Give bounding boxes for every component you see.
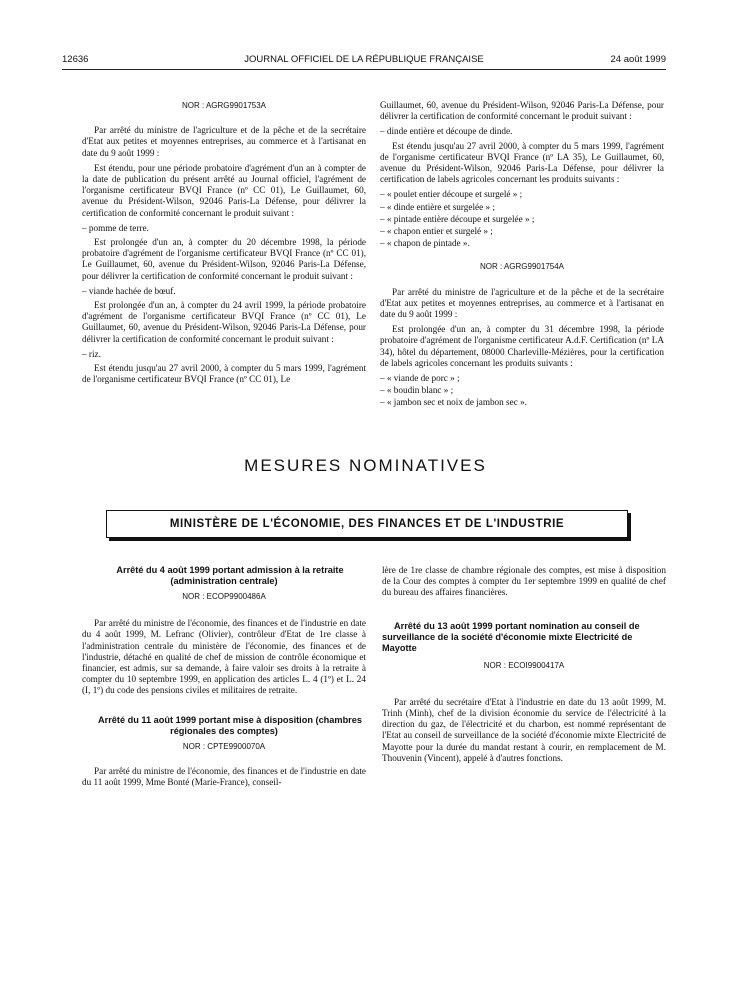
paragraph: Est étendu, pour une période probatoire d'agrément d'un an à compter de la date de publication du présent arrêté au Journal officiel, l'agrément de l'organisme certificateur BVQI France (nº CC 01), Le Guillaumet, 60, avenue du Président-Wilson, 92046 Paris-La Défense, pour délivrer la certification de conformité concernant le produit suivant : [82,162,366,218]
section-title: MESURES NOMINATIVES [244,456,487,475]
header-rule [62,69,666,70]
paragraph: Par arrêté du secrétaire d'Etat à l'industrie en date du 13 août 1999, M. Trinh (Minh), chef de la division économie du service de l'électricité à la direction du gaz, de l'électricité et du charbon, est nommé représentant de l'Etat au conseil de surveillance de la société d'économie mixte Electricité de Mayotte pour la durée du mandat restant à courir, en remplacement de M. Thouvenin (Vincent), appelé à d'autres fonctions. [382,696,666,763]
paragraph: Est prolongée d'un an, à compter du 24 avril 1999, la période probatoire d'agrément de l'organisme certificateur BVQI France (nº CC 01), Le Guillaumet, 60, avenue du Président-Wilson, 92046 Paris-La Défense, pour délivrer la certification de conformité concernant le produit suivant : [82,300,366,344]
nor-reference: NOR : AGRG9901753A [181,101,267,110]
nor-reference: NOR : ECOP9900486A [182,592,266,601]
list-item: – pomme de terre. [82,222,149,233]
decree-title: Arrêté du 13 août 1999 portant nomination au conseil de surveillance de la société d'économie mixte Electricité de Mayotte [382,620,640,653]
list-item: – « chapon entier et surgelé » ; [380,226,493,237]
list-item: – « jambon sec et noix de jambon sec ». [380,397,527,408]
list-item: – « poulet entier découpe et surgelé » ; [380,189,523,200]
paragraph: Est prolongée d'un an, à compter du 20 décembre 1998, la période probatoire d'agrément de l'organisme certificateur BVQI France (nº CC 01), Le Guillaumet, 60, avenue du Président-Wilson, 92046 Paris-La Défense, pour délivrer la certification de conformité concernant le produit suivant : [82,237,366,281]
list-item: – « chapon de pintade ». [380,238,470,249]
paragraph: Guillaumet, 60, avenue du Président-Wilson, 92046 Paris-La Défense, pour délivrer la certification de conformité concernant le produit suivant : [380,100,664,122]
ministry-banner: MINISTÈRE DE L'ÉCONOMIE, DES FINANCES ET DE L'INDUSTRIE [106,510,628,538]
list-item: – « pintade entière découpe et surgelée » ; [380,213,535,224]
page-header [62,54,666,70]
list-item: – riz. [82,348,101,359]
paragraph: Par arrêté du ministre de l'agriculture et de la pêche et de la secrétaire d'Etat aux petites et moyennes entreprises, au commerce et à l'artisanat en date du 9 août 1999 : [380,286,664,320]
bottom-left-column [82,565,366,792]
decree-title: Arrêté du 11 août 1999 portant mise à disposition (chambres régionales des comptes) [98,714,362,736]
paragraph: lère de 1re classe de chambre régionale des comptes, est mise à disposition de la Cour des comptes à compter du 1er septembre 1999 en qualité de chef du bureau des affaires financières. [382,565,666,598]
list-item: – dinde entière et découpe de dinde. [380,126,513,137]
nor-reference: NOR : AGRG9901754A [479,262,565,272]
paragraph: Est prolongée d'un an, à compter du 31 décembre 1998, la période probatoire d'agrément de l'organisme certificateur A.d.F. Certification (nº LA 34), hôtel du département, 08000 Charleville-Mézières, pour la certification de labels agricoles concernant les produits suivants : [380,324,664,368]
list-item: – « viande de porc » ; [380,373,460,384]
list-item: – « boudin blanc » ; [380,385,454,396]
top-right-column [380,100,664,410]
product-list [380,373,664,409]
nor-reference: NOR : ECOI9900417A [483,660,565,670]
issue-date: 24 août 1999 [610,54,666,65]
decree-title: Arrêté du 4 août 1999 portant admission à la retraite (administration centrale) [116,565,344,586]
paragraph: Est étendu jusqu'au 27 avril 2000, à compter du 5 mars 1999, l'agrément de l'organisme certificateur BVQI France (nº CC 01), Le [82,363,366,385]
paragraph: Par arrêté du ministre de l'agriculture et de la pêche et de la secrétaire d'Etat aux petites et moyennes entreprises, au commerce et à l'artisanat en date du 9 août 1999 : [82,125,366,158]
list-item: – « dinde entière et surgelée » ; [380,201,495,212]
paragraph: Est étendu jusqu'au 27 avril 2000, à compter du 5 mars 1999, l'agrément de l'organisme certificateur BVQI France (nº LA 35), Le Guillaumet, 60, avenue du Président-Wilson, 92046 Paris-La Défense, pour délivrer la certification de labels agricoles concernant les produits suivants : [380,140,664,185]
paragraph: Par arrêté du ministre de l'économie, des finances et de l'industrie en date du 4 août 1999, M. Lefranc (Olivier), contrôleur d'Etat de 1re classe à l'administration centrale du ministère de l'économie, des finances et de l'industrie, détaché en qualité de chef de mission de contrôle économique et financier, est admis, sur sa demande, à faire valoir ses droits à la retraite à compter du 10 septembre 1999, en application des articles L. 4 (1º) et L. 24 (I, 1º) du code des pensions civiles et militaires de retraite. [82,618,366,696]
journal-title: JOURNAL OFFICIEL DE LA RÉPUBLIQUE FRANÇAISE [244,54,484,65]
bottom-right-column [382,565,666,768]
product-list [380,189,664,249]
nor-reference: NOR : CPTE9900070A [182,741,266,751]
top-left-column [82,100,366,389]
paragraph: Par arrêté du ministre de l'économie, des finances et de l'industrie en date du 11 août 1999, Mme Bonté (Marie-France), conseil- [82,765,366,788]
list-item: – viande hachée de bœuf. [82,285,176,296]
page-number: 12636 [62,54,89,65]
